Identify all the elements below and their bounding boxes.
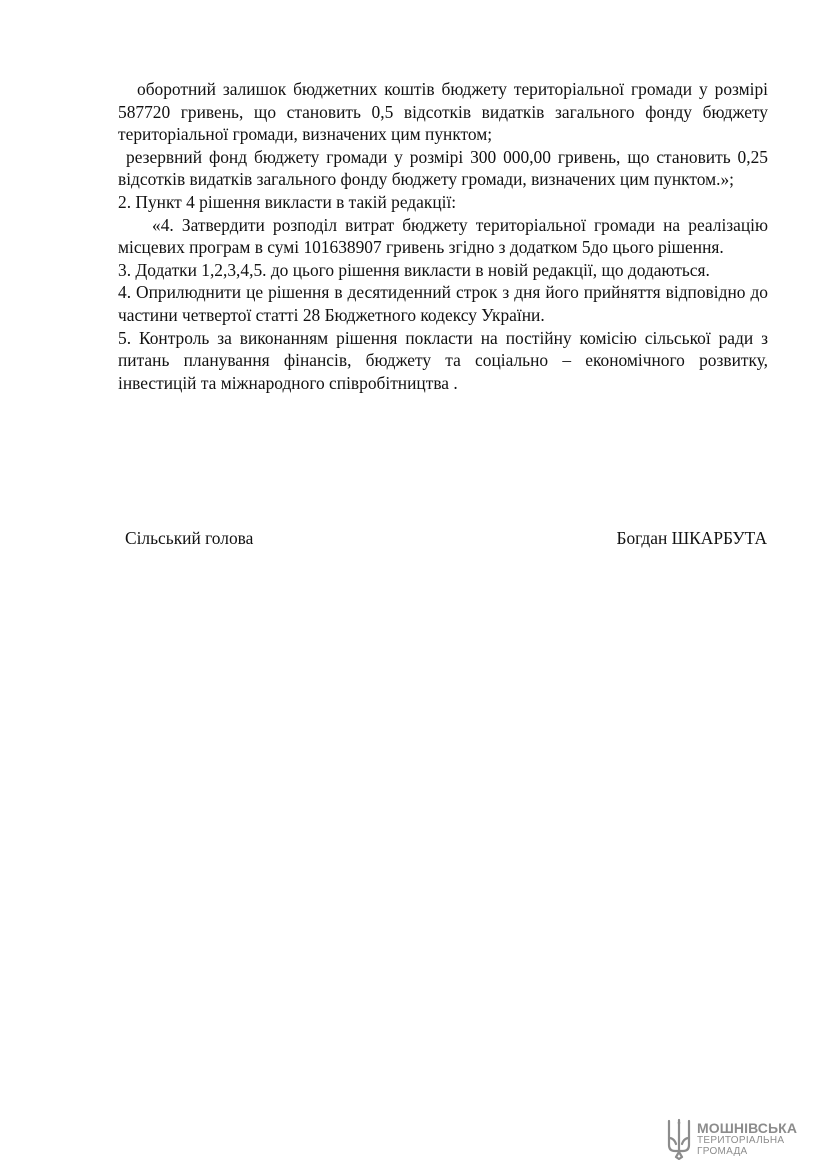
- paragraph-item-4-quote: «4. Затвердити розподіл витрат бюджету територіальної громади на реалізацію місцевих програм в сумі 101638907 гривень згідно з додатком 5до цього рішення.: [118, 214, 768, 258]
- decision-text: [118, 78, 768, 394]
- paragraph-item-3: 3. Додатки 1,2,3,4,5. до цього рішення викласти в новій редакції, що додаються.: [118, 259, 710, 280]
- logo-subtitle-2: ГРОМАДА: [697, 1146, 748, 1157]
- paragraph-item-5: 5. Контроль за виконанням рішення покласти на постійну комісію сільської ради з питань планування фінансів, бюджету та соціально – економічного розвитку, інвестицій та міжнародного співробітництва .: [118, 327, 768, 393]
- signature-title: Сільський голова: [125, 528, 254, 548]
- signature-name: Богдан ШКАРБУТА: [616, 528, 767, 548]
- community-logo: [666, 1116, 797, 1162]
- trident-icon: [666, 1118, 692, 1160]
- paragraph-working-balance: оборотний залишок бюджетних коштів бюджету територіальної громади у розмірі 587720 гривень, що становить 0,5 відсотків видатків загального фонду бюджету територіальної громади, визначених цим пунктом;: [118, 79, 768, 145]
- logo-subtitle-1: ТЕРИТОРІАЛЬНА: [697, 1135, 785, 1146]
- paragraph-item-4: 4. Оприлюднити це рішення в десятиденний строк з дня його прийняття відповідно до частини четвертої статті 28 Бюджетного кодексу України.: [118, 282, 768, 325]
- paragraph-reserve-fund: резервний фонд бюджету громади у розмірі 300 000,00 гривень, що становить 0,25 відсотків видатків загального фонду бюджету громади, визначених цим пунктом.»;: [118, 146, 768, 190]
- paragraph-item-2: 2. Пункт 4 рішення викласти в такій редакції:: [118, 191, 457, 212]
- logo-title: МОШНІВСЬКА: [697, 1120, 798, 1136]
